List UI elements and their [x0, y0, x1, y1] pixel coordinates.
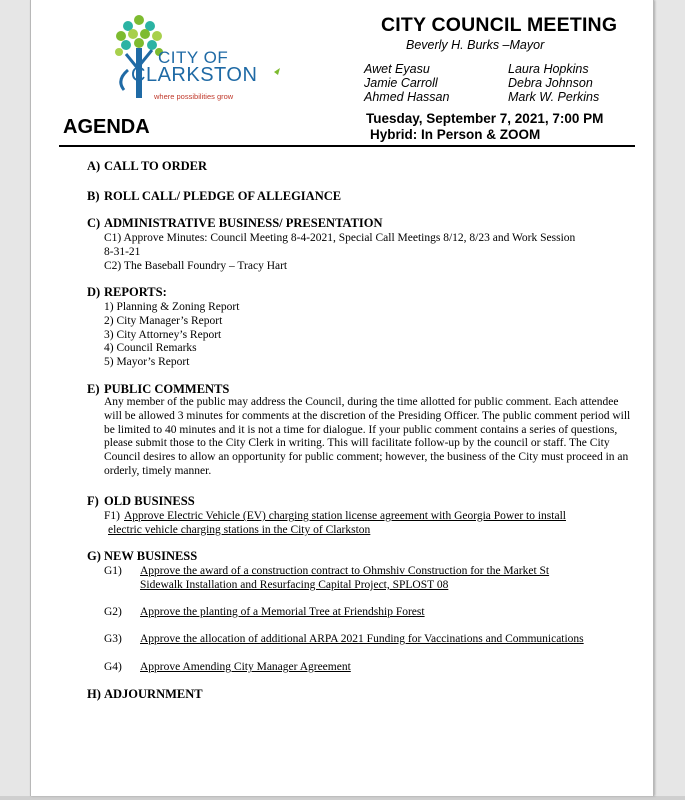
viewer-background-left [0, 0, 30, 800]
item-g4-label: G4) [104, 661, 122, 673]
section-b-title: ROLL CALL/ PLEDGE OF ALLEGIANCE [104, 189, 342, 203]
council-member: Mark W. Perkins [508, 90, 600, 104]
item-f1-cont: electric vehicle charging stations in the City of Clarkston [108, 524, 371, 536]
item-g2: Approve the planting of a Memorial Tree at Friendship Forest [140, 606, 425, 618]
item-c1: C1) Approve Minutes: Council Meeting 8-4-2021, Special Call Meetings 8/12, 8/23 and Work Session [104, 232, 576, 244]
report-item: 4) Council Remarks [104, 342, 197, 354]
public-comments-text: Any member of the public may address the Council, during the time allotted for public comment. Each attendee will be allowed 3 minutes for comments at the discretion of the Presiding Officer. The public comment period will be limited to 40 minutes and it is not a time for dialogue. If your public comment contains a series of questions, please submit those to the City Clerk in writing. This will facilitate follow-up by the council or staff. The City Council desires to allow an opportunity for public comment; however, the business of the City must proceed in an orderly, timely manner. [104, 396, 631, 477]
document-page [30, 0, 654, 796]
section-g-letter: G) [87, 549, 101, 563]
section-c-letter: C) [87, 216, 101, 230]
meeting-title: CITY COUNCIL MEETING [381, 14, 618, 36]
item-g4: Approve Amending City Manager Agreement [140, 661, 351, 673]
item-g3-label: G3) [104, 633, 122, 645]
item-g1-cont: Sidewalk Installation and Resurfacing Capital Project, SPLOST 08 [140, 579, 449, 591]
council-member: Jamie Carroll [364, 76, 438, 90]
section-b-letter: B) [87, 189, 100, 203]
item-f1: Approve Electric Vehicle (EV) charging station license agreement with Georgia Power to install [124, 510, 566, 522]
section-c-title: ADMINISTRATIVE BUSINESS/ PRESENTATION [104, 216, 383, 230]
meeting-date: Tuesday, September 7, 2021, 7:00 PM [366, 111, 604, 126]
item-g1-label: G1) [104, 565, 122, 577]
report-item: 5) Mayor’s Report [104, 356, 190, 368]
item-f1-label: F1) [104, 510, 120, 522]
section-f-title: OLD BUSINESS [104, 494, 195, 508]
meeting-format: Hybrid: In Person & ZOOM [370, 127, 541, 142]
item-g3: Approve the allocation of additional ARPA 2021 Funding for Vaccinations and Communications [140, 633, 584, 645]
section-h-title: ADJOURNMENT [104, 687, 203, 701]
item-c2: C2) The Baseball Foundry – Tracy Hart [104, 260, 288, 272]
item-g1: Approve the award of a construction contract to Ohmshiv Construction for the Market St [140, 565, 550, 577]
section-d-title: REPORTS: [104, 285, 167, 299]
section-e-title: PUBLIC COMMENTS [104, 382, 230, 396]
council-member: Debra Johnson [508, 76, 593, 90]
logo-city-of: CITY OF [158, 48, 229, 67]
viewer-background-right [652, 0, 685, 800]
report-item: 2) City Manager’s Report [104, 315, 223, 327]
header-divider [59, 145, 635, 147]
report-item: 3) City Attorney’s Report [104, 329, 222, 341]
section-e-letter: E) [87, 382, 100, 396]
report-item: 1) Planning & Zoning Report [104, 301, 240, 313]
section-d-letter: D) [87, 285, 101, 299]
section-a-letter: A) [87, 159, 101, 173]
council-member: Ahmed Hassan [364, 90, 450, 104]
section-h-letter: H) [87, 687, 101, 701]
item-g2-label: G2) [104, 606, 122, 618]
agenda-heading: AGENDA [63, 116, 150, 138]
logo-clarkston: CLARKSTON [131, 64, 258, 86]
viewer-scroll-edge [0, 796, 685, 800]
mayor-name: Beverly H. Burks –Mayor [406, 38, 545, 52]
item-c1-cont: 8-31-21 [104, 246, 141, 258]
council-member: Laura Hopkins [508, 62, 589, 76]
section-f-letter: F) [87, 494, 99, 508]
section-g-title: NEW BUSINESS [104, 549, 198, 563]
council-member: Awet Eyasu [364, 62, 430, 76]
section-a-title: CALL TO ORDER [104, 159, 208, 173]
logo-tagline: where possibilities grow [154, 92, 234, 101]
